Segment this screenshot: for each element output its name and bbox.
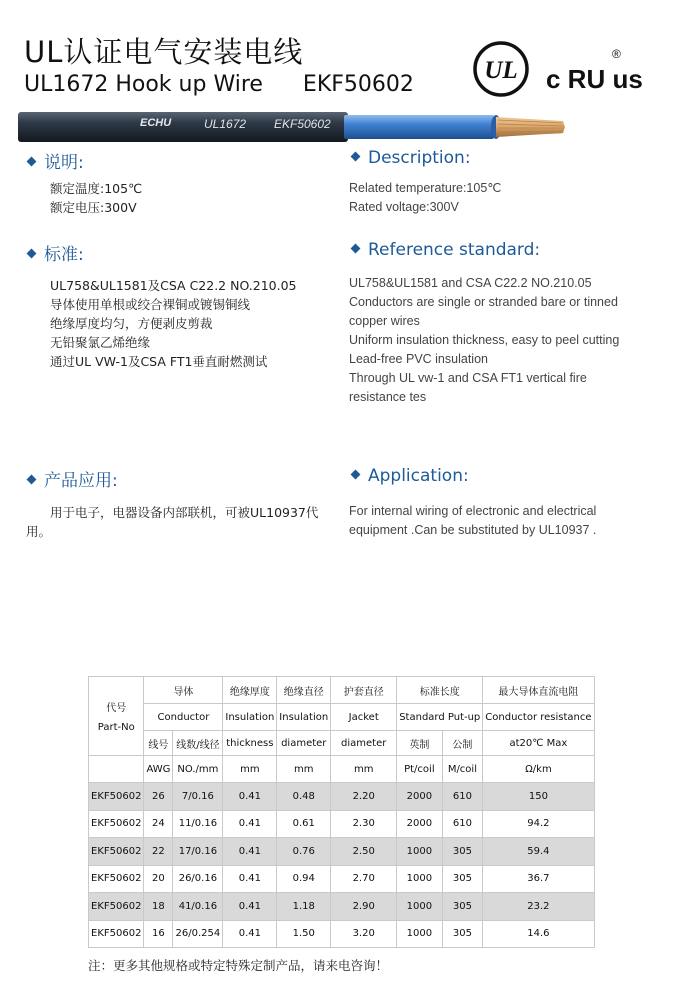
cell-m-coil: 305 (442, 920, 483, 948)
cable-brand-print: ECHU (140, 117, 172, 129)
cell-strands: 26/0.254 (173, 920, 223, 948)
description-cn-text: 额定温度:105℃ 额定电压:300V (50, 181, 143, 215)
cell-jacket-diameter: 2.90 (331, 893, 397, 921)
unit-jacket: mm (331, 756, 397, 783)
application-en-text: For internal wiring of electronic and electrical equipment .Can be substituted by UL10937 . (349, 504, 597, 537)
header-res-en2: at20℃ Max (483, 731, 594, 756)
bullet-diamond-icon (27, 156, 37, 166)
cell-strands: 26/0.16 (173, 865, 223, 893)
unit-awg: AWG (144, 756, 173, 783)
cell-ins-diameter: 0.76 (277, 838, 331, 866)
cell-m-coil: 610 (442, 783, 483, 811)
header-ins-thk-en2: thickness (223, 731, 277, 756)
cell-m-coil: 305 (442, 838, 483, 866)
cell-awg: 22 (144, 838, 173, 866)
header-met-cn: 公制 (442, 731, 483, 756)
cell-part-no: EKF50602 (89, 838, 144, 866)
cell-ins-thickness: 0.41 (223, 783, 277, 811)
section-heading-application-en: Application: (352, 466, 469, 486)
header-ins-dia-en1: Insulation (277, 704, 331, 731)
table-row (89, 920, 595, 948)
bullet-diamond-icon (27, 248, 37, 258)
cable-print-ul: UL1672 (204, 117, 247, 131)
cell-m-coil: 610 (442, 810, 483, 838)
spec-table (88, 676, 595, 948)
cell-awg: 24 (144, 810, 173, 838)
cell-resistance: 14.6 (483, 920, 594, 948)
bullet-diamond-icon (351, 469, 361, 479)
unit-met: M/coil (442, 756, 483, 783)
bullet-diamond-icon (351, 243, 361, 253)
standard-en-text: UL758&UL1581 and CSA C22.2 NO.210.05 Conductors are single or stranded bare or tinned copper wires Uniform insulation thickness, easy to peel cutting Lead-free PVC insulation Through UL vw-1 and CSA FT1 vertical fire resistance tes (349, 276, 620, 404)
cell-part-no: EKF50602 (89, 865, 144, 893)
section-heading-description-en: Description: (352, 148, 471, 168)
standard-cn-text: UL758&UL1581及CSA C22.2 NO.210.05 导体使用单根或绞合裸铜或镀锡铜线 绝缘厚度均匀，方便剥皮剪裁 无铅聚氯乙烯绝缘 通过UL VW-1及CSA FT1垂直耐燃测试 (50, 278, 297, 369)
cell-part-no: EKF50602 (89, 783, 144, 811)
table-row (89, 893, 595, 921)
cell-jacket-diameter: 2.70 (331, 865, 397, 893)
cell-part-no: EKF50602 (89, 893, 144, 921)
cell-part-no: EKF50602 (89, 920, 144, 948)
cell-strands: 11/0.16 (173, 810, 223, 838)
model-number: EKF50602 (302, 72, 414, 97)
unit-res: Ω/km (483, 756, 594, 783)
ul-certification-logo (472, 40, 530, 98)
unit-blank (89, 756, 144, 783)
cell-ft-coil: 2000 (397, 783, 442, 811)
cell-resistance: 36.7 (483, 865, 594, 893)
cell-m-coil: 305 (442, 893, 483, 921)
unit-imp: Pt/coil (397, 756, 442, 783)
footnote: 注：更多其他规格或特定特殊定制产品，请来电咨询！ (88, 958, 389, 973)
cell-resistance: 150 (483, 783, 594, 811)
cable-print-model: EKF50602 (274, 117, 331, 131)
description-en-text: Related temperature:105℃ Rated voltage:300V (349, 181, 502, 214)
bullet-diamond-icon (27, 474, 37, 484)
header-conductor-cn: 导体 (144, 677, 223, 704)
table-row (89, 783, 595, 811)
header-ins-thk-cn: 绝缘厚度 (223, 677, 277, 704)
cell-ins-diameter: 0.61 (277, 810, 331, 838)
header-imp-cn: 英制 (397, 731, 442, 756)
ul-logo-text: UL (484, 57, 518, 84)
cell-strands: 17/0.16 (173, 838, 223, 866)
header-res-cn: 最大导体直流电阻 (483, 677, 594, 704)
header-part-no: 代号 Part-No (89, 677, 144, 756)
header-res-en1: Conductor resistance (483, 704, 594, 731)
cell-ins-thickness: 0.41 (223, 865, 277, 893)
application-cn-text: 用于电子，电器设备内部联机，可被UL10937代 用。 (26, 505, 319, 539)
cell-ins-thickness: 0.41 (223, 838, 277, 866)
cell-awg: 18 (144, 893, 173, 921)
section-heading-standard-en: Reference standard: (352, 240, 540, 260)
cell-jacket-diameter: 2.50 (331, 838, 397, 866)
cell-jacket-diameter: 3.20 (331, 920, 397, 948)
cell-m-coil: 305 (442, 865, 483, 893)
cell-ft-coil: 1000 (397, 920, 442, 948)
header-std-len-cn: 标准长度 (397, 677, 483, 704)
cru-us-recognition-logo (546, 42, 646, 98)
cell-ins-thickness: 0.41 (223, 920, 277, 948)
table-row (89, 810, 595, 838)
unit-strand: NO./mm (173, 756, 223, 783)
cell-strands: 7/0.16 (173, 783, 223, 811)
cell-awg: 20 (144, 865, 173, 893)
cell-ins-diameter: 0.94 (277, 865, 331, 893)
unit-ins-dia: mm (277, 756, 331, 783)
header-jacket-cn: 护套直径 (331, 677, 397, 704)
cell-ins-diameter: 1.18 (277, 893, 331, 921)
cell-jacket-diameter: 2.20 (331, 783, 397, 811)
bullet-diamond-icon (351, 151, 361, 161)
cell-ft-coil: 1000 (397, 865, 442, 893)
cable-image (18, 108, 566, 144)
registered-mark: ® (612, 47, 621, 61)
section-heading-standard-cn: 标准: (28, 240, 84, 265)
cell-awg: 26 (144, 783, 173, 811)
cell-ft-coil: 2000 (397, 810, 442, 838)
cell-ins-diameter: 0.48 (277, 783, 331, 811)
header-strand-cn: 线数/线径 (173, 731, 223, 756)
cell-ins-thickness: 0.41 (223, 893, 277, 921)
cell-resistance: 23.2 (483, 893, 594, 921)
header-jacket-en2: diameter (331, 731, 397, 756)
cell-ft-coil: 1000 (397, 838, 442, 866)
cru-logo-text: c RU us (546, 64, 643, 94)
header-std-len-en: Standard Put-up (397, 704, 483, 731)
section-heading-application-cn: 产品应用: (28, 466, 118, 491)
cell-awg: 16 (144, 920, 173, 948)
cell-ins-diameter: 1.50 (277, 920, 331, 948)
page-title-en (24, 72, 414, 97)
header-awg-cn: 线号 (144, 731, 173, 756)
header-conductor-en: Conductor (144, 704, 223, 731)
cell-part-no: EKF50602 (89, 810, 144, 838)
cell-ft-coil: 1000 (397, 893, 442, 921)
cell-strands: 41/0.16 (173, 893, 223, 921)
unit-ins-thk: mm (223, 756, 277, 783)
header-ins-dia-en2: diameter (277, 731, 331, 756)
header-ins-dia-cn: 绝缘直径 (277, 677, 331, 704)
header-ins-thk-en1: Insulation (223, 704, 277, 731)
table-row (89, 865, 595, 893)
header-jacket-en1: Jacket (331, 704, 397, 731)
cell-jacket-diameter: 2.30 (331, 810, 397, 838)
product-name: UL1672 Hook up Wire (24, 72, 263, 97)
page-title-cn: UL认证电气安装电线 (24, 35, 304, 69)
cell-resistance: 94.2 (483, 810, 594, 838)
cell-resistance: 59.4 (483, 838, 594, 866)
cell-ins-thickness: 0.41 (223, 810, 277, 838)
table-row (89, 838, 595, 866)
section-heading-description-cn: 说明: (28, 148, 84, 173)
